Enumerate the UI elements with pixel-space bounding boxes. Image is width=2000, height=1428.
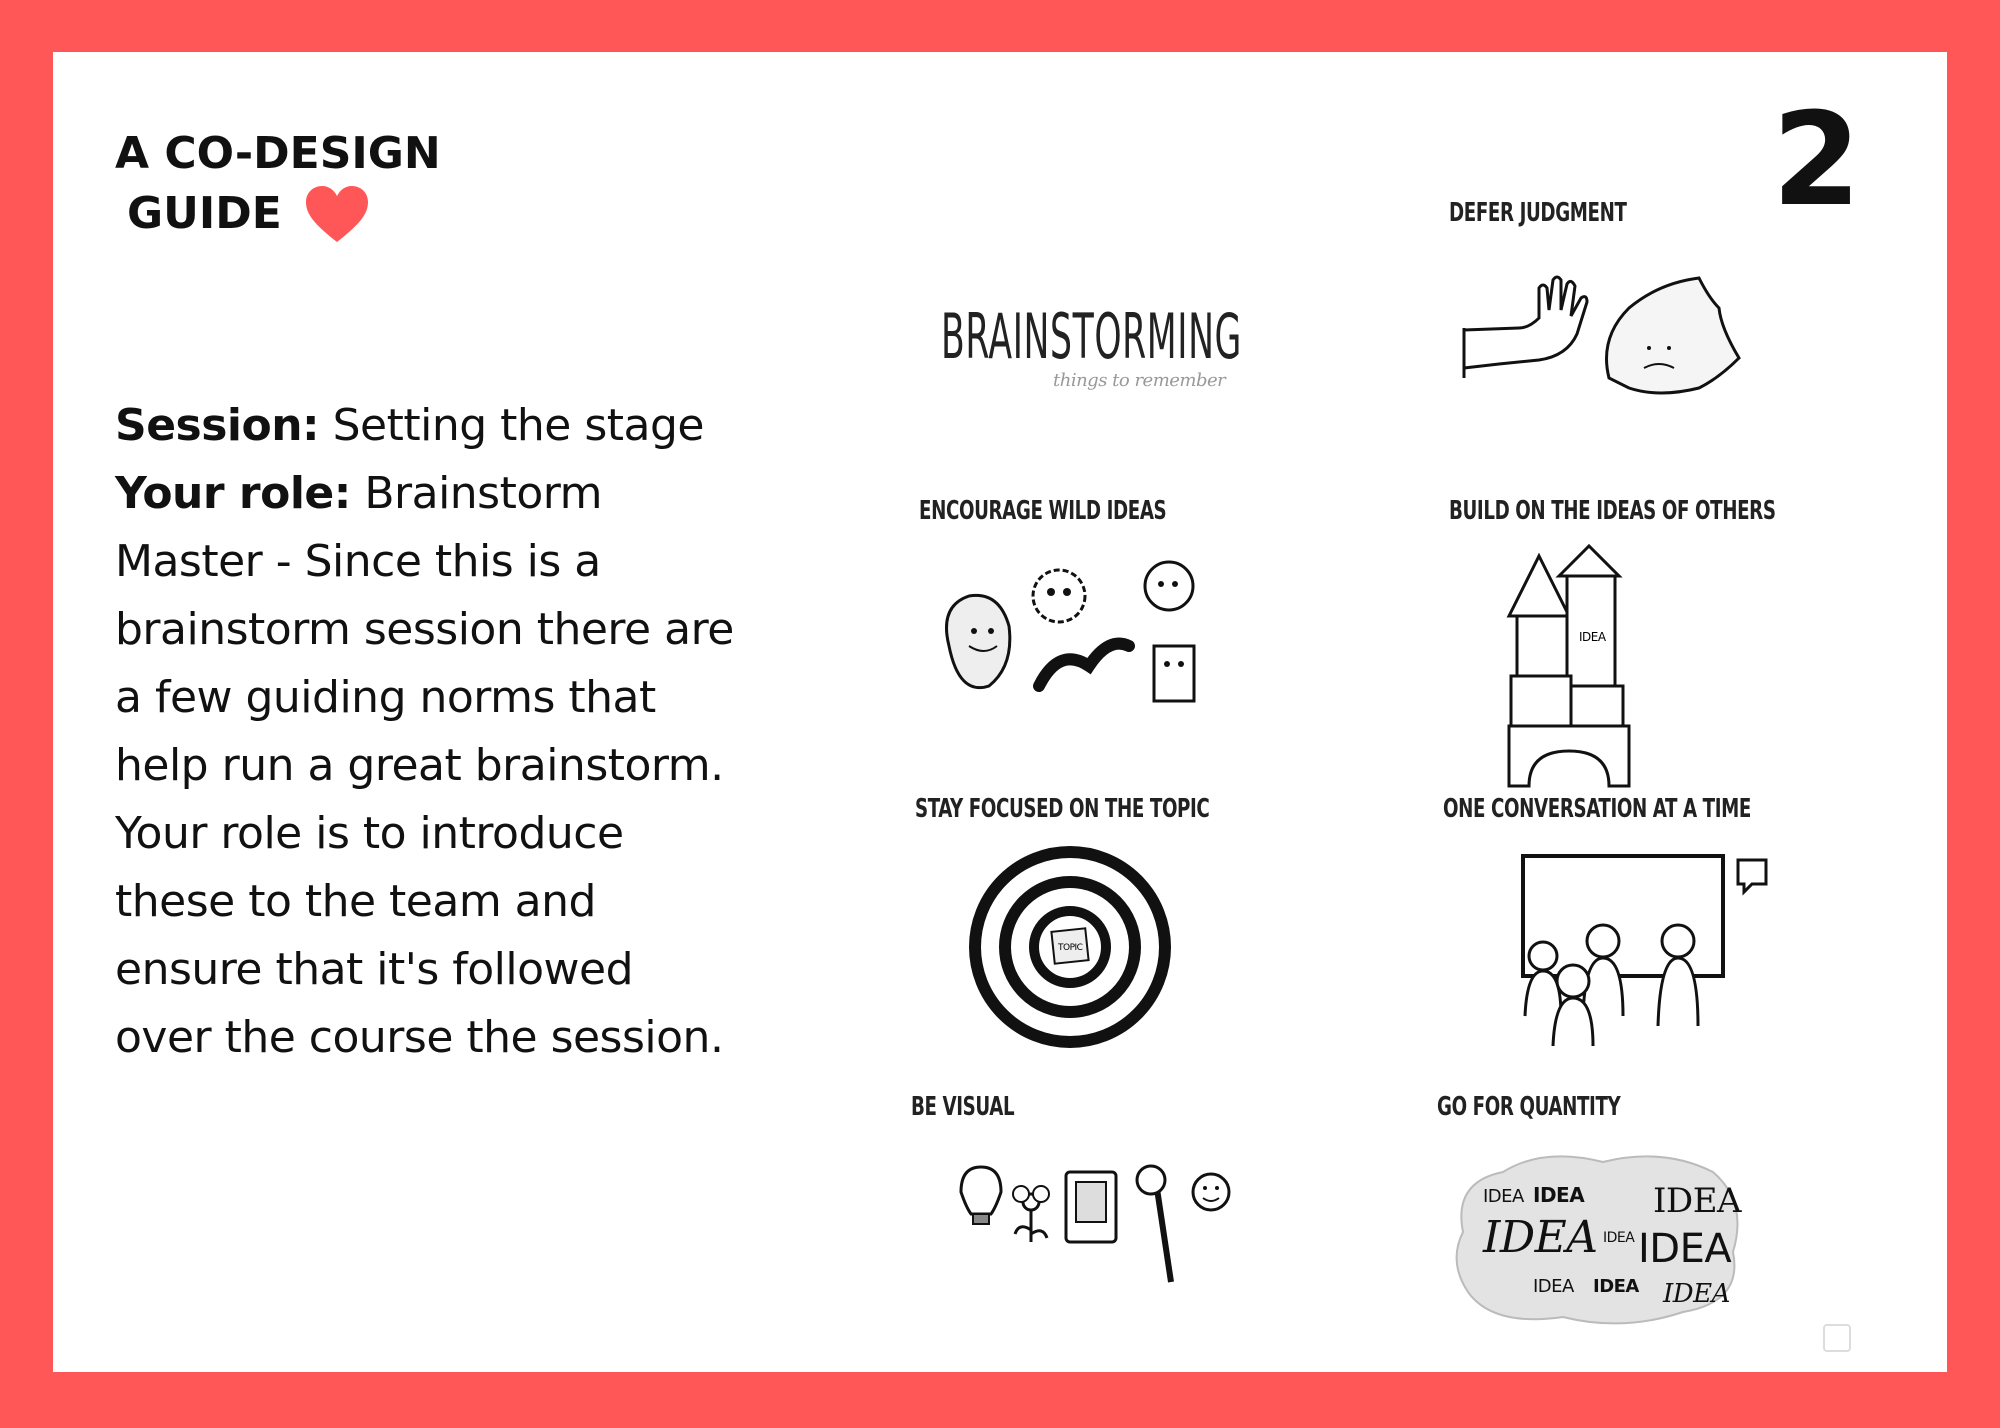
guide-card [53,52,1947,1372]
rule-defer-judgment [1449,198,1769,468]
session-value: Setting the stage [319,400,704,451]
rule-be-visual [911,1092,1241,1342]
idea-word: idea [1653,1181,1742,1221]
wild-characters-icon [929,546,1229,716]
session-description [115,392,735,1072]
session-label: Session: [115,400,320,451]
heart-icon [304,184,370,244]
idea-word: IDEA [1483,1186,1524,1207]
idea-word: IDEA [1638,1226,1732,1272]
idea-cloud-icon [1443,1142,1753,1332]
infographic-title: BRAINSTORMING [941,300,1242,373]
visual-doodles-icon [931,1152,1231,1292]
rule-caption: ONE CONVERSATION AT A TIME [1443,794,1751,824]
infographic-subtitle: things to remember [1053,370,1226,391]
idea-word: idea [1603,1230,1635,1246]
rule-caption: STAY FOCUSED ON THE TOPIC [915,794,1210,824]
topic-label: TOPIC [1058,943,1083,953]
rule-caption: ENCOURAGE WILD IDEAS [919,496,1167,526]
idea-word: idea [1533,1276,1574,1297]
rule-caption: GO FOR QUANTITY [1437,1092,1621,1122]
role-value: Brainstorm Master - Since this is a brainstorm session there are a few guiding norms that help run a great brainstorm. Your role is to introduce these to the team and ensure that it's followed over the course the session. [115,468,734,1063]
idea-castle-icon [1499,536,1699,806]
target-icon [955,842,1185,1052]
rule-go-for-quantity [1437,1092,1787,1362]
brand-title [115,124,441,244]
rule-caption: DEFER JUDGMENT [1449,198,1627,228]
rule-stay-focused [915,794,1235,1094]
idea-word: idea [1663,1279,1730,1309]
rule-caption: BUILD ON THE IDEAS OF OTHERS [1449,496,1776,526]
logo-watermark-icon [1823,1324,1851,1352]
page-number: 2 [1771,86,1861,235]
brand-line1: A CO-DESIGN [115,128,441,179]
rule-encourage-wild-ideas [919,496,1239,766]
rule-one-conversation [1443,794,1783,1094]
idea-word: IDEA [1593,1276,1639,1297]
idea-label: IDEA [1579,630,1606,644]
brand-line2: GUIDE [127,188,282,239]
hand-stop-icon [1459,268,1759,418]
rule-build-on-ideas [1449,496,1776,816]
idea-word: IDEA [1533,1183,1585,1207]
idea-word: idea [1483,1212,1598,1263]
role-label: Your role: [115,468,351,519]
rule-caption: BE VISUAL [911,1092,1015,1122]
people-whiteboard-icon [1503,846,1783,1066]
